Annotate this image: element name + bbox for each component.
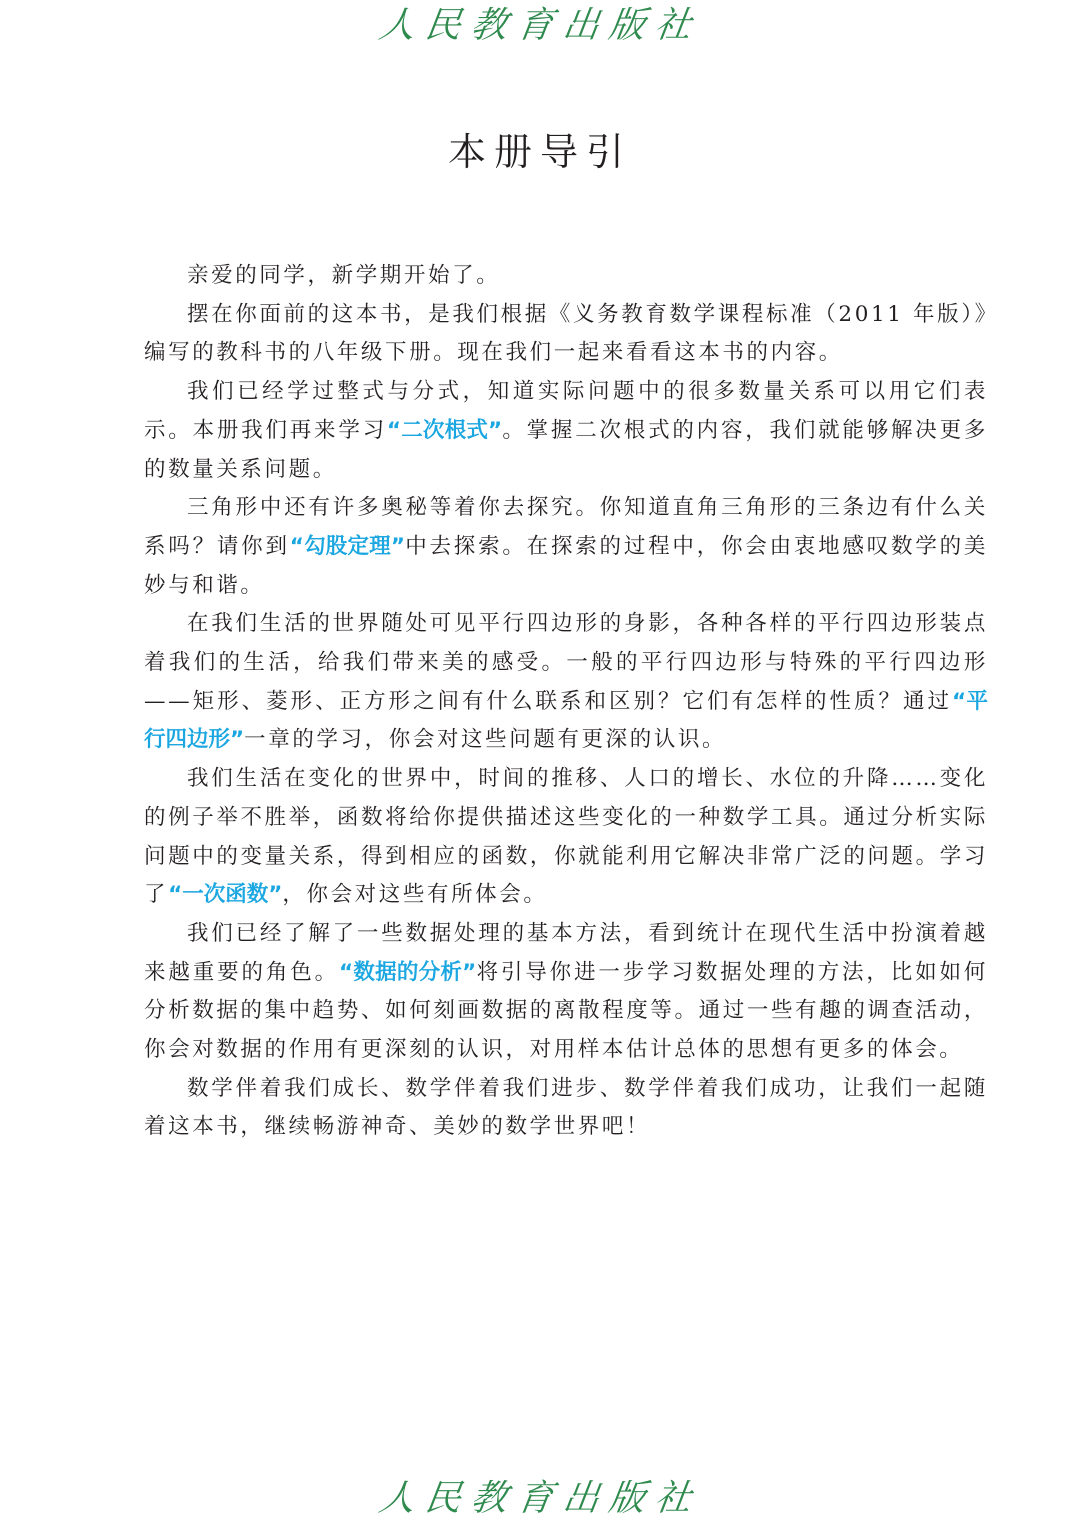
paragraph-text: 中去探索。在探索的过程中，你会由衷地感叹数学的美妙与和谐。	[144, 533, 989, 598]
chapter-title-highlight: “数据的分析”	[338, 959, 477, 985]
publisher-logo-header: 人民教育出版社	[376, 5, 704, 46]
paragraph	[144, 296, 988, 373]
paragraph	[144, 489, 988, 605]
paragraph-text: 在我们生活的世界随处可见平行四边形的身影，各种各样的平行四边形装点着我们的生活，给我们带来美的感受。一般的平行四边形与特殊的平行四边形——矩形、菱形、正方形之间有什么联系和区别？它们有怎样的性质？通过	[144, 611, 988, 714]
chapter-title-highlight: “平行四边形”	[144, 688, 988, 753]
paragraph-text: 我们已经了解了一些数据处理的基本方法，看到统计在现代生活中扮演着越来越重要的角色。	[144, 920, 988, 985]
page-title: 本册导引	[447, 130, 632, 174]
paragraph-text: ，你会对这些有所体会。	[282, 882, 548, 908]
publisher-logo-footer: 人民教育出版社	[376, 1478, 704, 1519]
paragraph-text: 我们生活在变化的世界中，时间的推移、人口的增长、水位的升降……变化的例子举不胜举，函数将给你提供描述这些变化的一种数学工具。通过分析实际问题中的变量关系，得到相应的函数，你就能利用它解决非常广泛的问题。学习了	[144, 766, 988, 908]
paragraph	[144, 605, 988, 760]
chapter-title-highlight: “二次根式”	[386, 417, 503, 443]
paragraph-text: 我们已经学过整式与分式，知道实际问题中的很多数量关系可以用它们表示。本册我们再来学习	[144, 379, 988, 443]
paragraph	[144, 760, 988, 915]
guide-body	[144, 257, 988, 1147]
paragraph-text: 。掌握二次根式的内容，我们就能够解决更多的数量关系问题。	[144, 417, 988, 482]
paragraph-text: 摆在你面前的这本书，是我们根据《义务教育数学课程标准（2011 年版）》编写的教科书的八年级下册。现在我们一起来看看这本书的内容。	[144, 301, 988, 366]
paragraph	[144, 1070, 988, 1147]
paragraph-text: 三角形中还有许多奥秘等着你去探究。你知道直角三角形的三条边有什么关系吗？请你到	[144, 495, 988, 559]
paragraph-text: 亲爱的同学，新学期开始了。	[187, 263, 501, 288]
paragraph-text: 将引导你进一步学习数据处理的方法，比如如何分析数据的集中趋势、如何刻画数据的离散程度等。通过一些有趣的调查活动，你会对数据的作用有更深刻的认识，对用样本估计总体的思想有更多的体会。	[144, 959, 988, 1063]
chapter-title-highlight: “一次函数”	[168, 882, 283, 908]
paragraph-text: 数学伴着我们成长、数学伴着我们进步、数学伴着我们成功，让我们一起随着这本书，继续畅游神奇、美妙的数学世界吧！	[144, 1075, 988, 1140]
paragraph	[144, 373, 988, 489]
chapter-title-highlight: “勾股定理”	[289, 533, 405, 559]
paragraph	[144, 915, 988, 1070]
paragraph-text: 一章的学习，你会对这些问题有更深的认识。	[244, 727, 727, 753]
paragraph	[144, 257, 988, 296]
